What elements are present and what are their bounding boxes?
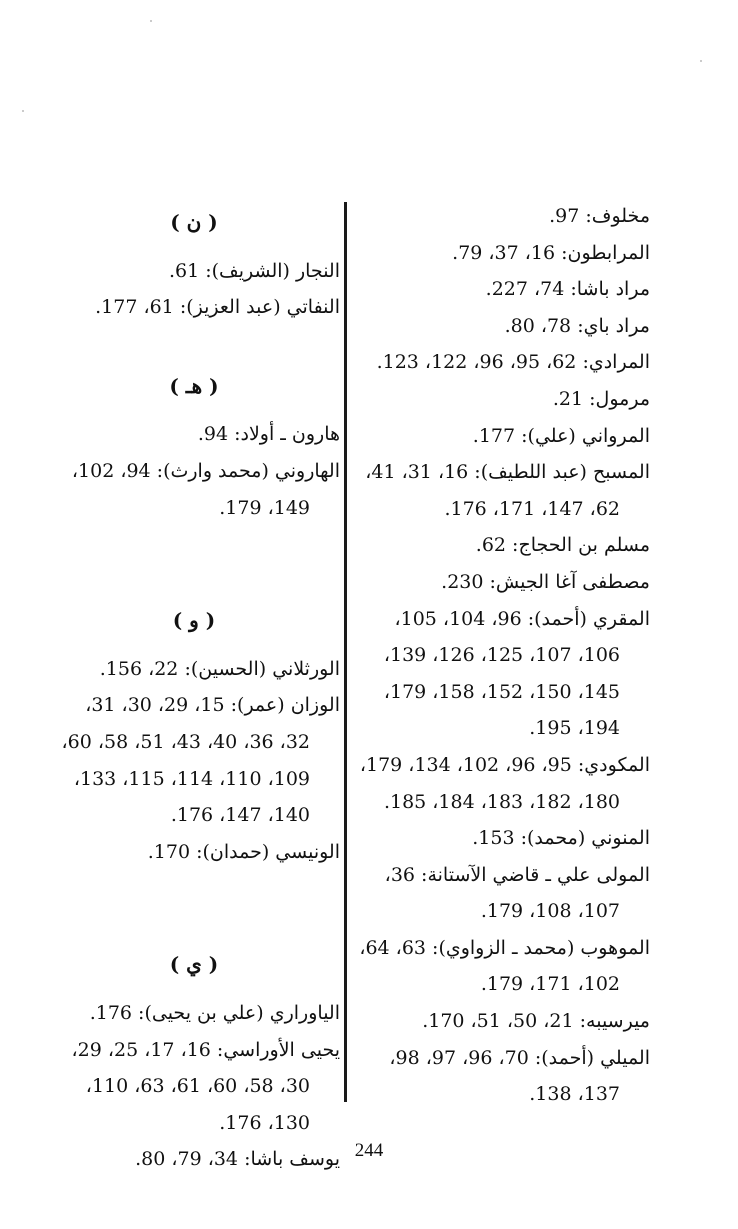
section-heading-waw: ( و ): [172, 608, 216, 633]
index-entry-continuation: 145، 150، 152، 158، 179،: [383, 680, 620, 703]
index-entry: الونيسي (حمدان): 170.: [147, 840, 340, 863]
section-heading-ha: ( هـ ): [169, 373, 219, 398]
index-entry-continuation: 140، 147، 176.: [170, 804, 310, 827]
index-entry: يحيى الأوراسي: 16، 17، 25، 29،: [71, 1038, 340, 1061]
section-gap: [48, 870, 340, 940]
index-entry: المرادي: 62، 95، 96، 122، 123.: [376, 351, 650, 374]
index-entry: مراد باي: 78، 80.: [504, 314, 650, 337]
index-entry: الوزان (عمر): 15، 29، 30، 31،: [85, 694, 340, 717]
index-entry: هارون ـ أولاد: 94.: [197, 423, 340, 446]
column-divider: [344, 202, 347, 1102]
index-entry-continuation: 109، 110، 114، 115، 133،: [73, 767, 310, 790]
index-column-left: [48, 198, 340, 1178]
scan-speck: [150, 20, 152, 22]
index-entry: الميلي (أحمد): 70، 96، 97، 98،: [389, 1046, 650, 1069]
index-entry-continuation: 106، 107، 125، 126، 139،: [383, 644, 620, 667]
index-entry-continuation: 32، 36، 40، 43، 51، 58، 60،: [61, 730, 310, 753]
index-entry-continuation: 107، 108، 179.: [480, 900, 620, 923]
index-entry: الموهوب (محمد ـ الزواوي): 63، 64،: [359, 936, 650, 959]
index-entry: مراد باشا: 74، 227.: [485, 278, 650, 301]
section-waw-entries: [48, 651, 340, 871]
index-entry: الهاروني (محمد وارث): 94، 102،: [71, 459, 340, 482]
section-heading-noon: ( ن ): [170, 210, 218, 234]
section-ha-entries: [48, 416, 340, 526]
section-gap: [48, 326, 340, 362]
scan-speck: [22, 110, 24, 112]
index-entry: المنوني (محمد): 153.: [472, 827, 650, 850]
page-number: 244: [354, 1140, 384, 1161]
index-entry-continuation: 149، 179.: [219, 496, 310, 519]
index-entry: المقري (أحمد): 96، 104، 105،: [394, 607, 650, 630]
index-entry: مخلوف: 97.: [549, 205, 650, 227]
index-entry: المكودي: 95، 96، 102، 134، 179،: [359, 753, 650, 776]
index-entry: النجار (الشريف): 61.: [168, 259, 340, 282]
index-column-right: [359, 198, 650, 1113]
index-entry: المرواني (علي): 177.: [472, 424, 650, 447]
index-entry-continuation: 137، 138.: [529, 1083, 620, 1106]
index-entry: الياوراري (علي بن يحيى): 176.: [89, 1001, 340, 1024]
section-heading-ya: ( ي ): [169, 952, 219, 977]
index-entry: المسبح (عبد اللطيف): 16، 31، 41،: [365, 461, 650, 484]
index-entry: يوسف باشا: 34، 79، 80.: [135, 1148, 340, 1171]
index-entry-continuation: 180، 182، 183، 184، 185.: [383, 790, 620, 813]
index-entry-continuation: 130، 176.: [219, 1111, 310, 1134]
index-entry: المرابطون: 16، 37، 79.: [452, 241, 650, 264]
index-entry: مصطفى آغا الجيش: 230.: [441, 570, 650, 593]
index-entry-continuation: 62، 147، 171، 176.: [444, 497, 620, 520]
index-entry: مسلم بن الحجاج: 62.: [475, 534, 650, 557]
index-entry: ميرسيبه: 21، 50، 51، 170.: [422, 1010, 650, 1033]
index-entry-continuation: 102، 171، 179.: [480, 973, 620, 996]
index-entry: المولى علي ـ قاضي الآستانة: 36،: [384, 863, 650, 886]
section-noon-entries: [48, 253, 340, 326]
index-entry: الورثلاني (الحسين): 22، 156.: [99, 657, 340, 680]
index-entry: مرمول: 21.: [552, 387, 650, 410]
index-entry-continuation: 30، 58، 60، 61، 63، 110،: [85, 1075, 310, 1098]
index-entry: النفاتي (عبد العزيز): 61، 177.: [95, 296, 340, 319]
scan-speck: [700, 60, 702, 62]
index-entry-continuation: 194، 195.: [529, 717, 620, 740]
section-gap: [48, 526, 340, 596]
